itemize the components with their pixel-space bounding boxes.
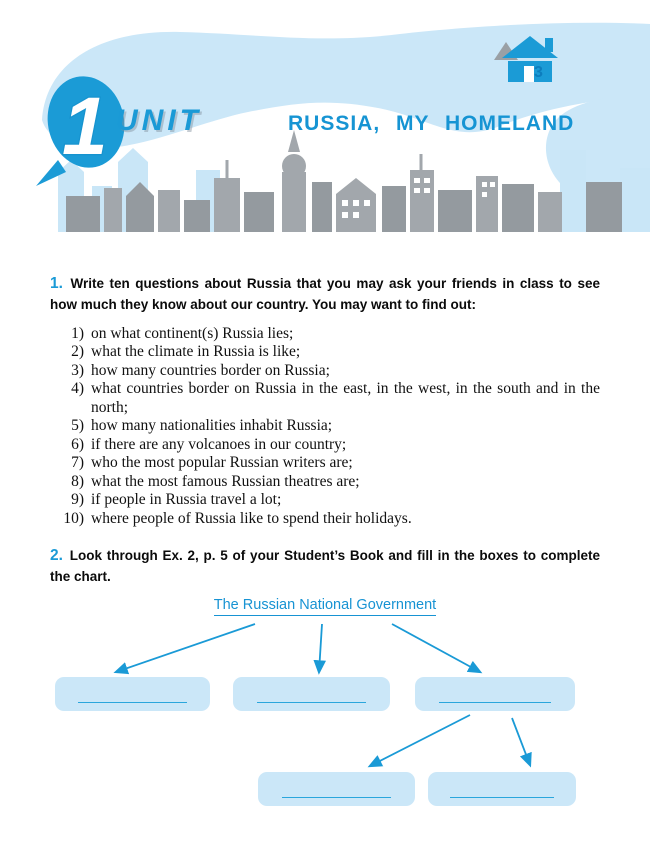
item-text: what the climate in Russia is like; [91,343,301,360]
item-number: 6) [71,435,84,453]
unit-label: UNIT [116,104,202,137]
page-number: 3 [534,64,543,81]
list-item [50,454,600,473]
exercise2-instructions: Look through Ex. 2, p. 5 of your Student’s Book and fill in the boxes to complete the chart. [50,548,600,585]
answer-line [257,702,367,703]
exercise1-number: 1. [50,275,63,292]
answer-line [282,797,392,798]
list-item [50,491,600,510]
answer-box-2[interactable] [233,677,390,711]
list-item [50,510,600,529]
answer-line [450,797,554,798]
answer-box-4[interactable] [258,772,415,806]
list-item [50,362,600,381]
item-text: on what continent(s) Russia lies; [91,324,294,342]
item-text: what countries border on Russia in the east, in the west, in the south and in the north; [91,380,600,416]
item-text: who the most popular Russian writers are; [91,454,353,471]
item-number: 10) [63,509,84,527]
answer-box-3[interactable] [415,677,575,711]
item-text: how many nationalities inhabit Russia; [91,417,333,434]
item-number: 3) [71,361,84,379]
item-text: where people of Russia like to spend their holidays. [91,509,412,527]
exercise2-heading [50,544,600,588]
exercise1-list [50,325,600,529]
chart-title: The Russian National Government [214,597,436,616]
item-text: how many countries border on Russia; [91,361,330,379]
item-number: 7) [71,454,84,471]
exercise2-number: 2. [50,547,63,564]
list-item [50,380,600,417]
item-number: 1) [71,324,84,342]
item-number: 2) [71,343,84,360]
answer-box-5[interactable] [428,772,576,806]
item-number: 5) [71,417,84,434]
item-text: what the most famous Russian theatres are; [91,472,360,490]
page-header [0,0,650,238]
item-number: 8) [71,472,84,490]
unit-number: 1 [62,81,108,172]
item-number: 9) [71,491,84,508]
exercise1-heading [50,272,600,316]
list-item [50,417,600,436]
list-item [50,343,600,362]
answer-line [439,702,551,703]
exercise1-instructions: Write ten questions about Russia that you may ask your friends in class to see how much they know about our country. You may want to find out: [50,276,600,313]
item-text: if people in Russia travel a lot; [91,491,282,508]
chart-title-wrap [0,596,650,614]
list-item [50,473,600,492]
item-text: if there are any volcanoes in our country; [91,435,347,453]
item-number: 4) [71,380,84,397]
government-chart [0,592,650,844]
list-item [50,436,600,455]
answer-line [78,702,187,703]
list-item [50,325,600,344]
answer-box-1[interactable] [55,677,210,711]
page-content [0,272,650,844]
page-title: RUSSIA, MY HOMELAND [288,112,575,135]
chart-arrows [0,592,650,844]
